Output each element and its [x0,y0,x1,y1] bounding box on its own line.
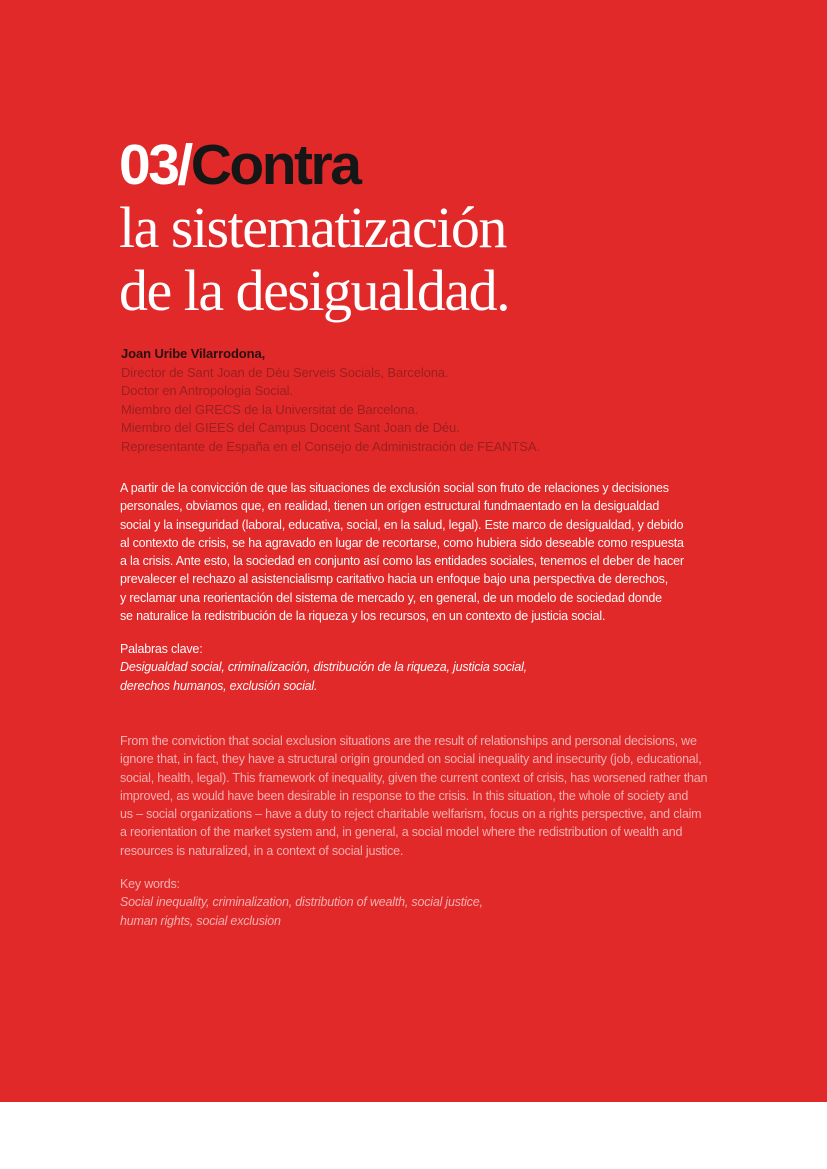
abstract-spanish-line: al contexto de crisis, se ha agravado en lugar de recortarse, como hubiera sido deseable como respuesta [120,535,684,550]
article-title [119,134,509,322]
article-title-line-2: la sistematización [119,195,506,260]
page-footer-strip [0,1102,827,1169]
abstract-english-line: improved, as would have been desirable in response to the crisis. In this situation, the whole of society and [120,788,689,803]
abstract-english-line: resources is naturalized, in a context of social justice. [120,843,404,858]
abstract-spanish-line: y reclamar una reorientación del sistema de mercado y, en general, de un modelo de sociedad donde [120,590,662,605]
article-title-line-1 [119,134,509,196]
abstract-english-line: social, health, legal). This framework of inequality, given the current context of crisis, has worsened rather than [120,770,708,785]
abstract-spanish-line: social y la inseguridad (laboral, educativa, social, en la salud, legal). Este marco de desigualdad, y debido [120,517,684,532]
abstract-spanish-line: a la crisis. Ante esto, la sociedad en conjunto así como las entidades sociales, tenemos el deber de hacer [120,554,684,569]
author-block [121,345,540,457]
author-credential: Miembro del GRECS de la Universitat de Barcelona. [121,401,419,417]
article-title-line-3: de la desigualdad. [119,258,510,323]
abstract-spanish-line: prevalecer el rechazo al asistencialismp caritativo hacia un enfoque bajo una perspectiva de derechos, [120,572,668,587]
keywords-english [120,875,483,930]
author-credential: Miembro del GIEES del Campus Docent Sant Joan de Déu. [121,420,460,436]
author-credential: Doctor en Antropologia Social. [121,383,293,399]
abstract-english-line: From the conviction that social exclusion situations are the result of relationships and personal decisions, we [120,734,697,748]
abstract-spanish-line: A partir de la convicción de que las situaciones de exclusión social son fruto de relaciones y decisiones [120,481,669,495]
keywords-spanish-line: derechos humanos, exclusión social. [120,678,318,693]
keywords-spanish-line: Desigualdad social, criminalización, distribución de la riqueza, justicia social, [120,660,527,675]
author-credential: Director de Sant Joan de Déu Serveis Socials, Barcelona. [121,364,449,380]
abstract-spanish [120,479,684,625]
article-number: 03/ [119,133,191,197]
abstract-english-line: us – social organizations – have a duty to reject charitable welfarism, focus on a rights perspective, and claim [120,807,702,822]
abstract-spanish-line: se naturalice la redistribución de la riqueza y los recursos, en un contexto de justicia social. [120,609,606,624]
author-credential: Representante de España en el Consejo de Administración de FEANTSA. [121,438,540,454]
abstract-english [120,732,707,860]
author-name: Joan Uribe Vilarrodona, [121,346,266,361]
abstract-spanish-line: personales, obviamos que, en realidad, tienen un orígen estructural fundmaentado en la desigualdad [120,499,660,514]
keywords-english-line: Social inequality, criminalization, distribution of wealth, social justice, [120,895,483,910]
keywords-english-line: human rights, social exclusion [120,913,281,928]
article-title-word: Contra [190,133,360,197]
abstract-english-line: ignore that, in fact, they have a structural origin grounded on social inequality and insecurity (job, educational, [120,752,702,767]
abstract-english-line: a reorientation of the market system and, in general, a social model where the redistribution of wealth and [120,825,683,840]
keywords-english-label: Key words: [120,877,180,891]
keywords-spanish [120,640,527,695]
keywords-spanish-label: Palabras clave: [120,642,203,656]
